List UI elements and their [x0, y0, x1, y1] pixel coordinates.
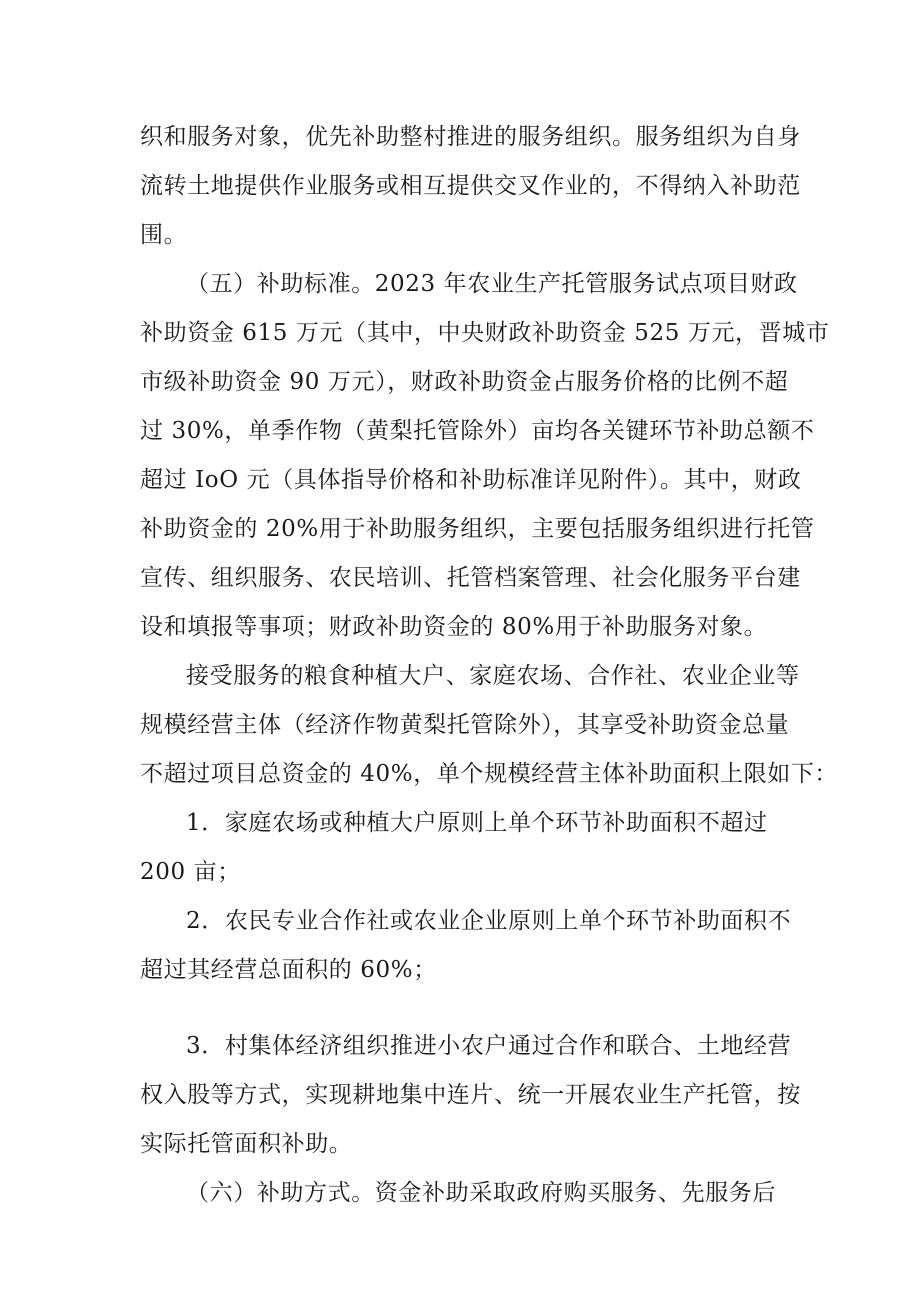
text-line: 超过其经营总面积的 60%；	[140, 957, 437, 983]
text-line: 设和填报等事项；财政补助资金的 80%用于补助服务对象。	[140, 614, 768, 640]
list-item-1: 1．家庭农场或种植大户原则上单个环节补助面积不超过	[186, 810, 768, 836]
text-line: 200 亩；	[140, 859, 241, 885]
text-line: 不超过项目总资金的 40%，单个规模经营主体补助面积上限如下：	[140, 761, 839, 787]
text-line: 规模经营主体（经济作物黄梨托管除外），其享受补助资金总量	[140, 712, 790, 738]
text-line: 市级补助资金 90 万元），财政补助资金占服务价格的比例不超	[140, 369, 789, 395]
text-line: 宣传、组织服务、农民培训、托管档案管理、社会化服务平台建	[140, 565, 801, 591]
text-line: 流转土地提供作业服务或相互提供交叉作业的，不得纳入补助范	[140, 173, 801, 199]
list-item-3: 3．村集体经济组织推进小农户通过合作和联合、土地经营	[186, 1033, 792, 1059]
list-item-2: 2．农民专业合作社或农业企业原则上单个环节补助面积不	[186, 908, 792, 934]
text-line: 织和服务对象，优先补助整村推进的服务组织。服务组织为自身	[140, 124, 801, 150]
text-line: （五）补助标准。2023 年农业生产托管服务试点项目财政	[186, 271, 798, 297]
text-line: 超过 IoO 元（具体指导价格和补助标准详见附件）。其中，财政	[140, 467, 802, 493]
text-line: 实际托管面积补助。	[140, 1131, 353, 1157]
text-line: 补助资金的 20%用于补助服务组织，主要包括服务组织进行托管	[140, 516, 815, 542]
text-line: （六）补助方式。资金补助采取政府购买服务、先服务后	[186, 1180, 776, 1206]
text-line: 过 30%，单季作物（黄梨托管除外）亩均各关键环节补助总额不	[140, 418, 815, 444]
text-line: 补助资金 615 万元（其中，中央财政补助资金 525 万元，晋城市	[140, 320, 830, 346]
text-line: 围。	[140, 222, 188, 248]
text-line: 接受服务的粮食种植大户、家庭农场、合作社、农业企业等	[186, 663, 800, 689]
text-line: 权入股等方式，实现耕地集中连片、统一开展农业生产托管，按	[140, 1082, 801, 1108]
